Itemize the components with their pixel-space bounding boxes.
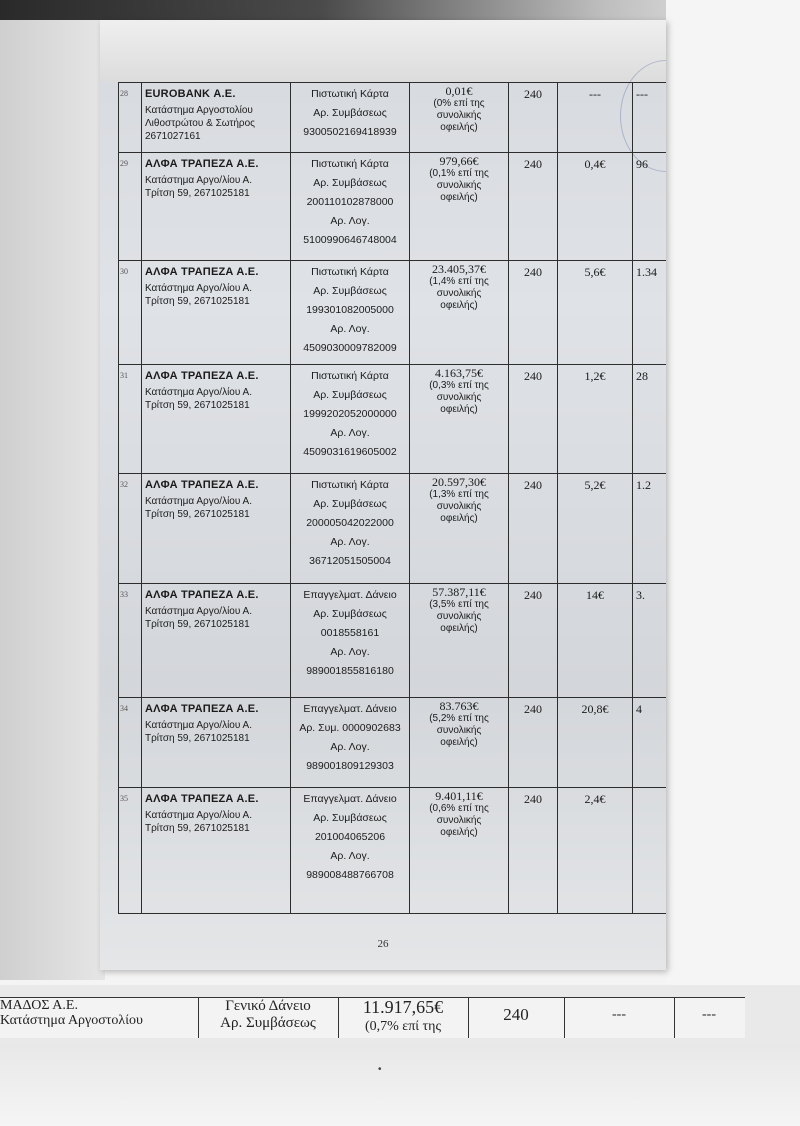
product-line: 200110102878000 <box>306 196 394 208</box>
fragment-amount-note: (0,7% επί της <box>364 1019 442 1034</box>
remaining-cell: --- <box>633 83 667 153</box>
installment-cell: 0,4€ <box>558 153 633 261</box>
page-top-fold <box>100 20 666 82</box>
product-line: Πιστωτική Κάρτα <box>311 88 389 100</box>
amount-note: συνολικής <box>436 110 482 121</box>
product-line: 989001855816180 <box>306 665 394 677</box>
creditor-cell <box>142 474 291 584</box>
product-line: Πιστωτική Κάρτα <box>311 479 389 491</box>
remaining-cell: 96 <box>633 153 667 261</box>
table-row <box>119 788 667 914</box>
creditor-cell <box>142 788 291 914</box>
installment-cell: 2,4€ <box>558 788 633 914</box>
months-cell: 240 <box>509 584 558 698</box>
debt-table <box>118 82 666 914</box>
creditor-detail: 2671027161 <box>145 131 201 142</box>
creditor-detail: Κατάστημα Αργο/λίου Α. <box>145 810 252 821</box>
row-number: 32 <box>119 474 142 584</box>
amount-note: οφειλής) <box>440 737 478 748</box>
product-line: Αρ. Λογ. <box>330 646 370 658</box>
fragment-product-type: Γενικό Δάνειο <box>225 998 311 1014</box>
remaining-cell: 1.2 <box>633 474 667 584</box>
amount-note: (1,4% επί της <box>429 276 489 287</box>
product-line: 36712051505004 <box>309 555 391 567</box>
fragment-amount <box>338 998 469 1038</box>
months-cell: 240 <box>509 365 558 474</box>
row-number: 28 <box>119 83 142 153</box>
page-number: 26 <box>377 938 389 950</box>
amount-value: 0,01€ <box>445 84 473 98</box>
creditor-detail: Κατάστημα Αργο/λίου Α. <box>145 175 252 186</box>
remaining-cell <box>633 788 667 914</box>
scan-left-shadow <box>0 20 105 980</box>
remaining-cell: 3. <box>633 584 667 698</box>
fragment-installment: --- <box>564 998 675 1038</box>
table-row <box>119 261 667 365</box>
installment-cell: 5,2€ <box>558 474 633 584</box>
product-line: 0018558161 <box>320 627 380 639</box>
months-cell: 240 <box>509 83 558 153</box>
amount-note: (0% επί της <box>433 98 485 109</box>
product-line: Αρ. Λογ. <box>330 427 370 439</box>
fragment-cut: --- <box>702 1007 716 1022</box>
installment-cell: 20,8€ <box>558 698 633 788</box>
creditor-detail: Κατάστημα Αργο/λίου Α. <box>145 606 252 617</box>
amount-value: 23.405,37€ <box>432 262 486 276</box>
product-line: Αρ. Συμβάσεως <box>313 608 387 620</box>
amount-cell <box>410 698 509 788</box>
amount-note: οφειλής) <box>440 827 478 838</box>
amount-note: οφειλής) <box>440 192 478 203</box>
amount-value: 4.163,75€ <box>435 366 483 380</box>
product-line: Αρ. Συμ. 0000902683 <box>299 722 401 734</box>
product-line: 4509030009782009 <box>303 342 397 354</box>
product-line: 201004065206 <box>314 831 386 843</box>
amount-value: 83.763€ <box>439 699 479 713</box>
amount-note: συνολικής <box>436 180 482 191</box>
amount-note: (5,2% επί της <box>429 713 489 724</box>
product-line: Αρ. Λογ. <box>330 215 370 227</box>
installment-cell: --- <box>558 83 633 153</box>
creditor-detail: Κατάστημα Αργο/λίου Α. <box>145 387 252 398</box>
creditor-cell <box>142 698 291 788</box>
table-row <box>119 474 667 584</box>
amount-value: 9.401,11€ <box>435 789 483 803</box>
product-line: Αρ. Λογ. <box>330 741 370 753</box>
amount-note: οφειλής) <box>440 623 478 634</box>
product-cell <box>291 474 410 584</box>
fragment-creditor <box>0 998 199 1038</box>
product-line: Επαγγελματ. Δάνειο <box>303 793 397 805</box>
amount-cell <box>410 788 509 914</box>
creditor-name: ΑΛΦΑ ΤΡΑΠΕΖΑ Α.Ε. <box>145 158 259 170</box>
product-cell <box>291 584 410 698</box>
amount-cell <box>410 365 509 474</box>
table-row <box>119 698 667 788</box>
amount-value: 57.387,11€ <box>432 585 486 599</box>
product-line: 5100990646748004 <box>303 234 397 246</box>
product-line: 200005042022000 <box>306 517 394 529</box>
creditor-name: ΑΛΦΑ ΤΡΑΠΕΖΑ Α.Ε. <box>145 266 259 278</box>
creditor-detail: Κατάστημα Αργο/λίου Α. <box>145 720 252 731</box>
product-line: 9300502169418939 <box>303 126 397 138</box>
amount-note: οφειλής) <box>440 300 478 311</box>
product-line: 1999202052000000 <box>303 408 397 420</box>
installment-cell: 5,6€ <box>558 261 633 365</box>
product-line: Αρ. Συμβάσεως <box>313 177 387 189</box>
product-line: Αρ. Συμβάσεως <box>313 812 387 824</box>
product-cell <box>291 698 410 788</box>
amount-cell <box>410 474 509 584</box>
product-line: 989008488766708 <box>306 869 394 881</box>
creditor-detail: Τρίτση 59, 2671025181 <box>145 296 250 307</box>
creditor-detail: Τρίτση 59, 2671025181 <box>145 823 250 834</box>
product-line: Επαγγελματ. Δάνειο <box>303 703 397 715</box>
product-cell <box>291 83 410 153</box>
creditor-name: ΑΛΦΑ ΤΡΑΠΕΖΑ Α.Ε. <box>145 703 259 715</box>
fragment-creditor-name: ΜΑΔΟΣ Α.Ε. <box>0 998 78 1013</box>
creditor-detail: Κατάστημα Αργο/λίου Α. <box>145 496 252 507</box>
table-row <box>119 83 667 153</box>
installment-cell: 1,2€ <box>558 365 633 474</box>
amount-value: 20.597,30€ <box>432 475 486 489</box>
product-cell <box>291 365 410 474</box>
amount-note: συνολικής <box>436 392 482 403</box>
product-cell <box>291 153 410 261</box>
product-line: Αρ. Συμβάσεως <box>313 389 387 401</box>
product-line: Αρ. Λογ. <box>330 536 370 548</box>
amount-note: οφειλής) <box>440 513 478 524</box>
creditor-name: ΑΛΦΑ ΤΡΑΠΕΖΑ Α.Ε. <box>145 370 259 382</box>
months-cell: 240 <box>509 788 558 914</box>
months-cell: 240 <box>509 153 558 261</box>
product-line: Πιστωτική Κάρτα <box>311 158 389 170</box>
product-cell <box>291 261 410 365</box>
creditor-name: ΑΛΦΑ ΤΡΑΠΕΖΑ Α.Ε. <box>145 589 259 601</box>
amount-note: συνολικής <box>436 815 482 826</box>
table-row <box>119 153 667 261</box>
months-cell: 240 <box>509 698 558 788</box>
amount-cell <box>410 83 509 153</box>
product-line: Αρ. Συμβάσεως <box>313 498 387 510</box>
fragment-product-contract: Αρ. Συμβάσεως <box>220 1015 316 1031</box>
creditor-detail: Λιθοστρώτου & Σωτήρος <box>145 118 255 129</box>
creditor-cell <box>142 261 291 365</box>
creditor-detail: Τρίτση 59, 2671025181 <box>145 400 250 411</box>
months-cell: 240 <box>509 261 558 365</box>
product-line: Πιστωτική Κάρτα <box>311 370 389 382</box>
product-line: Επαγγελματ. Δάνειο <box>303 589 397 601</box>
creditor-detail: Κατάστημα Αργο/λίου Α. <box>145 283 252 294</box>
underlying-page-fragment <box>0 985 800 1045</box>
product-line: Αρ. Συμβάσεως <box>313 285 387 297</box>
amount-note: (1,3% επί της <box>429 489 489 500</box>
row-number: 35 <box>119 788 142 914</box>
product-line: 989001809129303 <box>306 760 394 772</box>
row-number: 30 <box>119 261 142 365</box>
row-number: 29 <box>119 153 142 261</box>
amount-note: συνολικής <box>436 501 482 512</box>
creditor-detail: Τρίτση 59, 2671025181 <box>145 509 250 520</box>
fragment-amount-value: 11.917,65€ <box>362 997 444 1017</box>
amount-note: συνολικής <box>436 288 482 299</box>
creditor-name: ΑΛΦΑ ΤΡΑΠΕΖΑ Α.Ε. <box>145 479 259 491</box>
creditor-detail: Τρίτση 59, 2671025181 <box>145 733 250 744</box>
creditor-name: ΑΛΦΑ ΤΡΑΠΕΖΑ Α.Ε. <box>145 793 259 805</box>
amount-note: οφειλής) <box>440 122 478 133</box>
installment-cell: 14€ <box>558 584 633 698</box>
remaining-cell: 28 <box>633 365 667 474</box>
amount-note: (3,5% επί της <box>429 599 489 610</box>
amount-cell <box>410 584 509 698</box>
product-cell <box>291 788 410 914</box>
creditor-detail: Κατάστημα Αργοστολίου <box>145 105 253 116</box>
creditor-cell <box>142 365 291 474</box>
amount-note: συνολικής <box>436 611 482 622</box>
table-row <box>119 584 667 698</box>
creditor-detail: Τρίτση 59, 2671025181 <box>145 619 250 630</box>
product-line: Αρ. Συμβάσεως <box>313 107 387 119</box>
amount-note: (0,1% επί της <box>429 168 489 179</box>
amount-note: (0,6% επί της <box>429 803 489 814</box>
product-line: Αρ. Λογ. <box>330 323 370 335</box>
product-line: 199301082005000 <box>306 304 394 316</box>
fragment-creditor-branch: Κατάστημα Αργοστολίου <box>0 1013 143 1028</box>
amount-note: συνολικής <box>436 725 482 736</box>
amount-note: (0,3% επί της <box>429 380 489 391</box>
creditor-detail: Τρίτση 59, 2671025181 <box>145 188 250 199</box>
remaining-cell: 4 <box>633 698 667 788</box>
row-number: 31 <box>119 365 142 474</box>
product-line: Πιστωτική Κάρτα <box>311 266 389 278</box>
row-number: 33 <box>119 584 142 698</box>
fragment-row <box>0 997 745 1038</box>
scan-bottom-area <box>0 1045 800 1126</box>
amount-note: οφειλής) <box>440 404 478 415</box>
creditor-cell <box>142 83 291 153</box>
fragment-months: 240 <box>468 998 565 1038</box>
table-row <box>119 365 667 474</box>
amount-value: 979,66€ <box>439 154 479 168</box>
months-cell: 240 <box>509 474 558 584</box>
row-number: 34 <box>119 698 142 788</box>
creditor-cell <box>142 153 291 261</box>
remaining-cell: 1.34 <box>633 261 667 365</box>
amount-cell <box>410 261 509 365</box>
amount-cell <box>410 153 509 261</box>
creditor-cell <box>142 584 291 698</box>
product-line: 4509031619605002 <box>303 446 397 458</box>
scan-right-margin <box>666 0 800 1000</box>
creditor-name: EUROBANK Α.Ε. <box>145 88 236 100</box>
product-line: Αρ. Λογ. <box>330 850 370 862</box>
document-page <box>100 20 666 970</box>
fragment-product <box>198 998 339 1038</box>
scan-speck: • <box>378 1064 382 1075</box>
